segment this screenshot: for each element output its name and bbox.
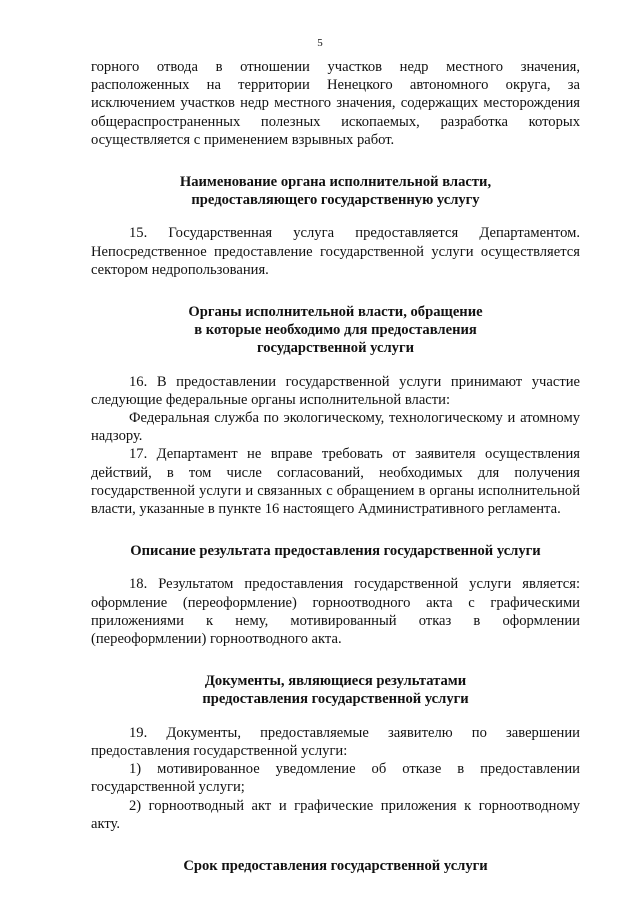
heading-term: Срок предоставления государственной услуги — [183, 857, 488, 874]
paragraph-continuation: горного отвода в отношении участков недр местного значения, расположенных на территории Ненецкого автономного округа, за исключением участков недр местного значения, содержащих месторождения общераспространенных полезных ископаемых, разработка которых осуществляется с применением взрывных работ. — [91, 59, 580, 148]
paragraph-16: 16. В предоставлении государственной услуги принимают участие следующие федеральные органы исполнительной власти: — [91, 373, 580, 408]
paragraph-19: 19. Документы, предоставляемые заявителю по завершении предоставления государственной услуги: — [91, 724, 580, 759]
heading-result: Описание результата предоставления государственной услуги — [130, 543, 541, 560]
paragraph-17: 17. Департамент не вправе требовать от заявителя осуществления действий, в том числе согласований, необходимых для получения государственной услуги и связанных с обращением в органы исполнительной власти, указанные в пункте 16 настоящего Административного регламента. — [91, 446, 580, 518]
page-number: 5 — [317, 37, 323, 49]
document-body — [91, 58, 580, 875]
heading-organ: Наименование органа исполнительной власти, предоставляющего государственную услугу — [179, 174, 492, 209]
paragraph-19-item-1: 1) мотивированное уведомление об отказе в предоставлении государственной услуги; — [91, 761, 580, 796]
paragraph-15: 15. Государственная услуга предоставляется Департаментом. Непосредственное предоставление государственной услуги осуществляется сектором недропользования. — [91, 225, 580, 278]
paragraph-16-item: Федеральная служба по экологическому, технологическому и атомному надзору. — [91, 410, 580, 445]
heading-documents: Документы, являющиеся результатами предоставления государственной услуги — [202, 673, 469, 708]
heading-organs-appeal: Органы исполнительной власти, обращение в которые необходимо для предоставления государственной услуги — [188, 304, 483, 357]
paragraph-18: 18. Результатом предоставления государственной услуги является: оформление (переоформление) горноотводного акта с графическими приложениями к нему, мотивированный отказ в оформлении (переоформлении) горноотводного акта. — [91, 576, 580, 648]
paragraph-19-item-2: 2) горноотводный акт и графические приложения к горноотводному акту. — [91, 797, 580, 832]
